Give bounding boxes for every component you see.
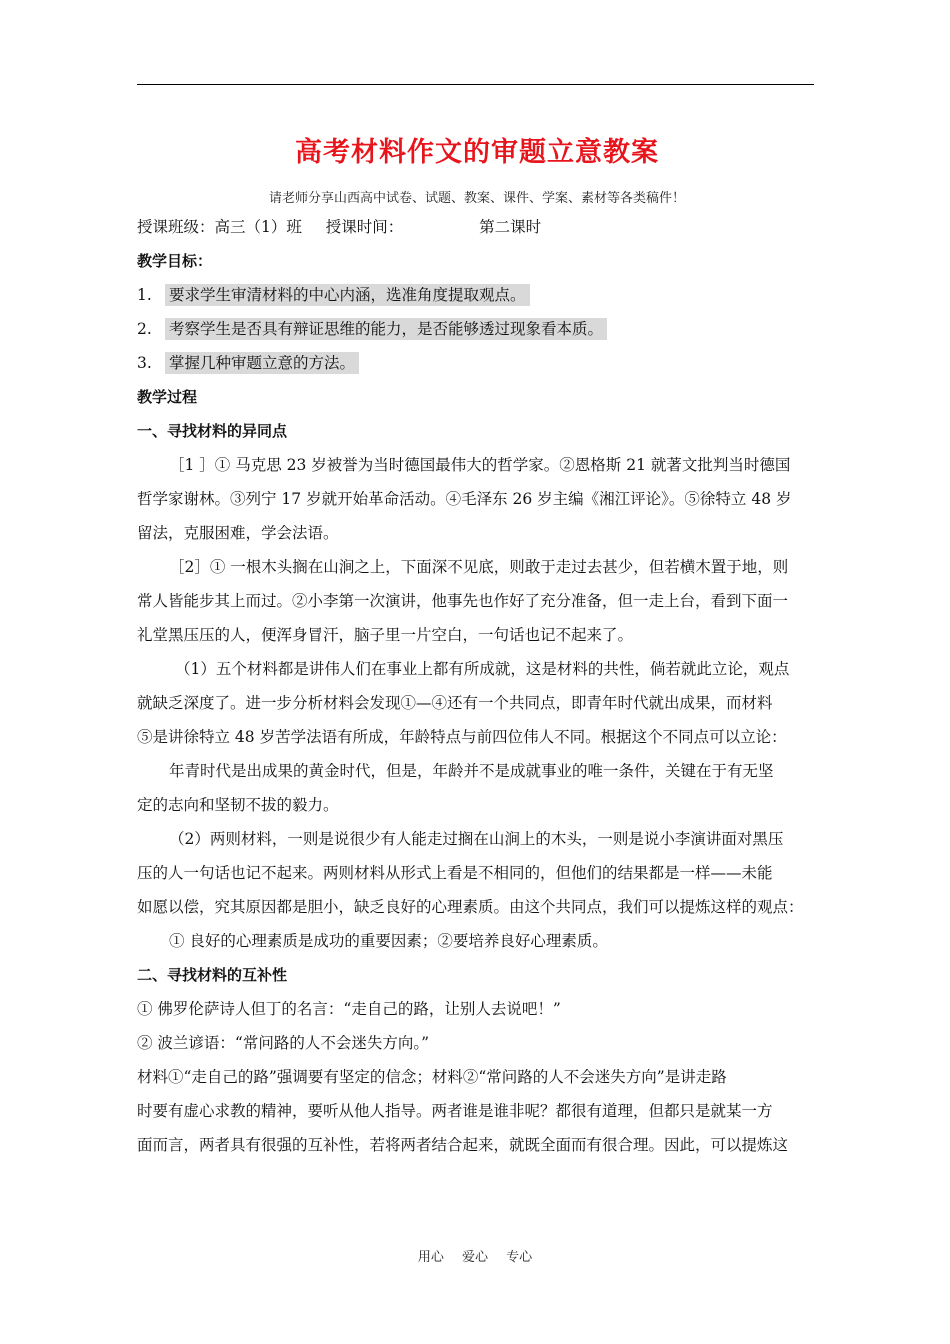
goal-number: 3. xyxy=(137,354,152,372)
paragraph-line: （1）五个材料都是讲伟人们在事业上都有所成就，这是材料的共性，倘若就此立论，观点 xyxy=(175,660,790,678)
page-footer: 用心 爱心 专心 xyxy=(417,1250,533,1265)
goal-item xyxy=(137,278,817,312)
class-label: 授课班级：高三（1）班 xyxy=(137,218,302,236)
analysis-paragraph xyxy=(137,652,817,754)
document-title: 高考材料作文的审题立意教案 xyxy=(295,137,659,168)
class-info xyxy=(137,210,817,244)
goal-item xyxy=(137,312,817,346)
paragraph-line: 留法，克服困难，学会法语。 xyxy=(137,524,339,542)
goal-number: 1. xyxy=(137,286,152,304)
paragraph-line: 礼堂黑压压的人，便浑身冒汗，脑子里一片空白，一句话也记不起来了。 xyxy=(137,626,634,644)
paragraph-line: 定的志向和坚韧不拔的毅力。 xyxy=(137,796,339,814)
quote-line: ① 佛罗伦萨诗人但丁的名言：“走自己的路，让别人去说吧！” xyxy=(137,1000,561,1018)
goal-item xyxy=(137,346,817,380)
analysis-paragraph xyxy=(137,1060,817,1162)
goal-text: 要求学生审清材料的中心内涵，选准角度提取观点。 xyxy=(165,284,530,306)
paragraph-line: 面而言，两者具有很强的互补性，若将两者结合起来，就既全面而有很合理。因此，可以提炼这 xyxy=(137,1136,789,1154)
goal-text: 考察学生是否具有辩证思维的能力，是否能够透过现象看本质。 xyxy=(165,318,607,340)
paragraph-line: 年青时代是出成果的黄金时代，但是，年龄并不是成就事业的唯一条件，关键在于有无坚 xyxy=(169,762,774,780)
section-heading: 二、寻找材料的互补性 xyxy=(137,966,288,984)
document-subtitle: 请老师分享山西高中试卷、试题、教案、课件、学案、素材等各类稿件！ xyxy=(268,191,685,206)
section-heading: 一、寻找材料的异同点 xyxy=(137,422,288,440)
paragraph-line: （2）两则材料，一则是说很少有人能走过搁在山涧上的木头，一则是说小李演讲面对黑压 xyxy=(169,830,784,848)
paragraph-line: 材料①“走自己的路”强调要有坚定的信念；材料②“常问路的人不会迷失方向”是讲走路 xyxy=(137,1068,727,1086)
document-body xyxy=(137,130,817,1162)
paragraph-line: ① 良好的心理素质是成功的重要因素；②要培养良好心理素质。 xyxy=(169,932,608,950)
paragraph-line: 常人皆能步其上而过。②小李第一次演讲，他事先也作好了充分准备，但一走上台，看到下面一 xyxy=(137,592,789,610)
goal-number: 2. xyxy=(137,320,152,338)
paragraph-line: ⑤是讲徐特立 48 岁苦学法语有所成，年龄特点与前四位伟人不同。根据这个不同点可以立论： xyxy=(137,728,787,746)
material-paragraph xyxy=(137,448,817,550)
period-label: 第二课时 xyxy=(479,218,542,236)
paragraph-line: 如愿以偿，究其原因都是胆小，缺乏良好的心理素质。由这个共同点，我们可以提炼这样的观点： xyxy=(137,898,804,916)
paragraph-line: 压的人一句话也记不起来。两则材料从形式上看是不相同的，但他们的结果都是一样——未能 xyxy=(137,864,773,882)
quote-line: ② 波兰谚语：“常问路的人不会迷失方向。” xyxy=(137,1034,430,1052)
material-paragraph xyxy=(137,550,817,652)
paragraph-line: 就缺乏深度了。进一步分析材料会发现①—④还有一个共同点，即青年时代就出成果，而材料 xyxy=(137,694,773,712)
paragraph-line: ［1 ］① 马克思 23 岁被誉为当时德国最伟大的哲学家。②恩格斯 21 就著文批判当时德国 xyxy=(169,456,791,474)
goals-heading: 教学目标： xyxy=(137,252,213,270)
goal-text: 掌握几种审题立意的方法。 xyxy=(165,352,359,374)
process-heading: 教学过程 xyxy=(137,388,198,406)
paragraph-line: 时要有虚心求教的精神，要听从他人指导。两者谁是谁非呢？都很有道理，但都只是就某一方 xyxy=(137,1102,773,1120)
time-label: 授课时间： xyxy=(325,218,404,236)
paragraph-line: ［2］① 一根木头搁在山涧之上，下面深不见底，则敢于走过去甚少，但若横木置于地，则 xyxy=(169,558,789,576)
conclusion-paragraph xyxy=(137,754,817,822)
analysis-paragraph xyxy=(137,822,817,958)
paragraph-line: 哲学家谢林。③列宁 17 岁就开始革命活动。④毛泽东 26 岁主编《湘江评论》。⑤徐特立 48 岁 xyxy=(137,490,792,508)
header-rule xyxy=(137,84,814,85)
